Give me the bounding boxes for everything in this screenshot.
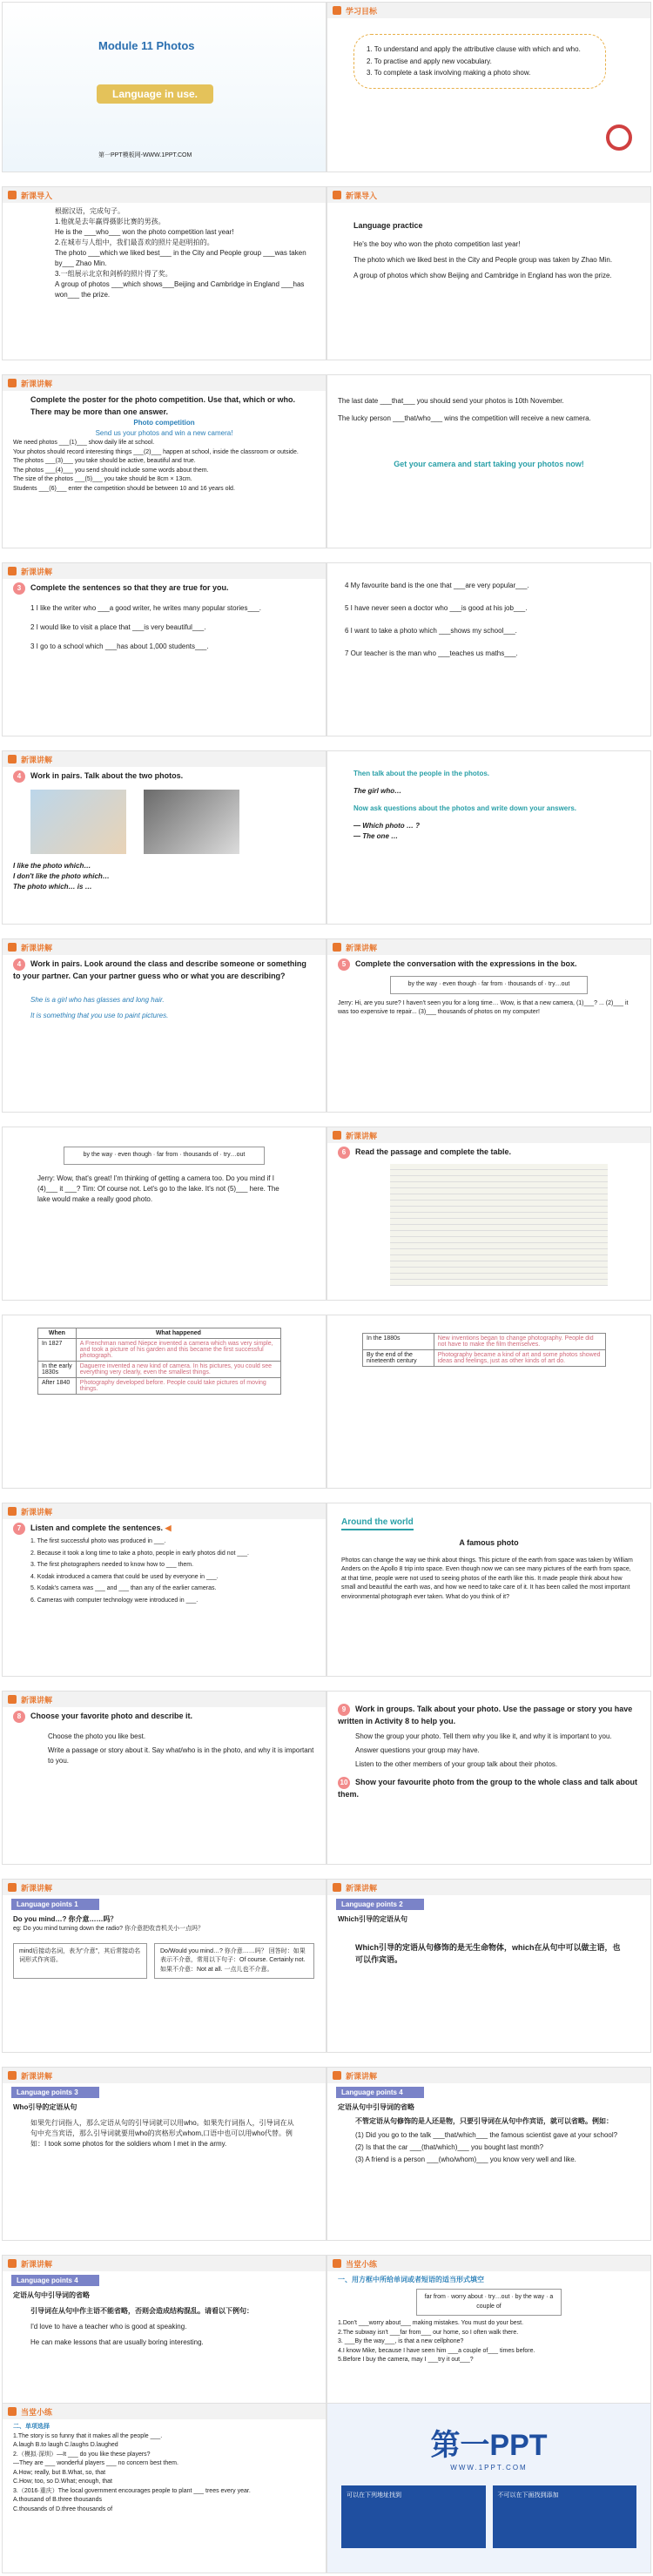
objective-1: 1. To understand and apply the attributive clause with which and who. (367, 45, 581, 53)
objective-2: 2. To practise and apply new vocabulary. (367, 57, 492, 65)
site-label: 第一PPT模板网-WWW.1PPT.COM (98, 152, 192, 158)
header-title: 新课讲解 (346, 943, 378, 952)
history-table (362, 1333, 606, 1367)
points-bar: Language points 2 (336, 1899, 424, 1910)
sentence-item: 4 My favourite band is the one that ___are very popular___. (345, 582, 529, 589)
task-text: Listen and complete the sentences. (30, 1523, 164, 1532)
task-text: 二、单项选择 (13, 2424, 50, 2430)
footer-left (341, 2485, 486, 2548)
table-row: In the 1880s New inventions began to change photography. People did not have to make the film themselves. (363, 1334, 606, 1350)
bullet-item: Write a passage or story about it. Say what/who is in the photo, and why it is important to you. (48, 1746, 314, 1765)
header-icon (8, 379, 17, 387)
table-header: When (38, 1328, 77, 1339)
slide-table-2 (326, 1315, 651, 1489)
objectives-box (353, 34, 606, 89)
task-text: 一、用方框中所给单词或者短语的适当形式填空 (338, 2276, 484, 2283)
slide-title (2, 2, 326, 172)
conversation-text: Jerry: Hi, are you sure? I haven't seen you for a long time… Wow, is that a new camera, (1)___? ... (2)___ it was too expensive to repair... (3)___ thousands of photos on my computer! (338, 999, 629, 1015)
brand-logo: 第一PPT (430, 2429, 548, 2462)
poster-line: The size of the photos ___(5)___ you take should be 8cm × 13cm. (13, 476, 192, 482)
bullet-item: Listen to the other members of your group talk about their photos. (355, 1759, 558, 1768)
listen-item: 2. Because it took a long time to take a photo, people in early photos did not ___. (30, 1550, 250, 1557)
header-title: 新课讲解 (346, 1883, 378, 1893)
example-item: (3) A friend is a person ___(who/whom)___ you know very well and like. (355, 2156, 576, 2163)
poster-line: Students ___(6)___ enter the competition should be between 10 and 16 years old. (13, 485, 235, 492)
header-title: 新课讲解 (21, 1883, 53, 1893)
passage-image (390, 1164, 608, 1286)
header-title: 当堂小练 (21, 2407, 53, 2417)
bullet-item: Show the group your photo. Tell them why you like it, and why it is important to you. (355, 1732, 612, 1740)
slide-conversation (326, 938, 651, 1113)
number-badge: 4 (13, 770, 25, 783)
header-icon (8, 191, 17, 199)
poster-line: The last date ___that___ you should send your photos is 10th November. (338, 397, 564, 405)
slide-listen (2, 1503, 326, 1677)
number-badge: 9 (338, 1704, 350, 1716)
slide-poster-2 (326, 374, 651, 548)
header-icon (8, 1883, 17, 1892)
listen-item: 6. Cameras with computer technology were introduced in ___. (30, 1597, 199, 1604)
intro-line: 根据汉语，完成句子。 (55, 207, 125, 215)
example-item: He can make lessons that are usually boring interesting. (30, 2338, 204, 2346)
sentence-item: 6 I want to take a photo which ___shows my school___. (345, 627, 517, 635)
intro-line: He is the ___who___ won the photo competition last year! (55, 228, 234, 236)
sentence-item: 1 I like the writer who ___a good writer, he writes many popular stories___. (30, 604, 262, 612)
example-item: I'd love to have a teacher who is good at speaking. (30, 2323, 187, 2331)
bullet-item: Choose the photo you like best. (48, 1732, 146, 1740)
listen-item: 3. The first photographers needed to know how to ___ them. (30, 1562, 194, 1568)
task-row (13, 770, 315, 783)
slide-photos (2, 750, 326, 925)
point-text: 引导词在从句中作主语不能省略，否则会造成结构混乱。请看以下例句： (30, 2307, 253, 2315)
history-table (37, 1328, 281, 1395)
instruction: Then talk about the people in the photos. (353, 770, 489, 777)
table-header: What happened (76, 1328, 280, 1339)
slide-sentences (2, 562, 326, 736)
practice-item: He's the boy who won the photo competition last year! (353, 239, 521, 248)
header-icon (333, 6, 341, 15)
bullet-item: Answer questions your group may have. (355, 1745, 480, 1754)
sentence-item: 5 I have never seen a doctor who ___is good at his job___. (345, 604, 528, 612)
question-item: C.thousands of D.three thousands of (13, 2505, 113, 2512)
header-title: 新课讲解 (346, 1131, 378, 1140)
poster-line: The photos ___(4)___ you send should include some words about them. (13, 467, 209, 474)
task-row (338, 958, 640, 971)
slide-lp2 (326, 1879, 651, 2053)
example-item: It is something that you use to paint pictures. (30, 1011, 169, 1019)
passage-title: A famous photo (459, 1538, 519, 1547)
slide-table (2, 1315, 326, 1489)
slide-intro-2 (326, 186, 651, 360)
header-title: 新课讲解 (21, 943, 53, 952)
question-item: A.How; really, but B.What, so, that (13, 2469, 106, 2476)
slide-lp3 (2, 2067, 326, 2241)
task-row (13, 1523, 315, 1535)
point-text: 不管定语从句修饰的是人还是物，只要引导词在从句中作宾语，就可以省略。例如： (355, 2117, 613, 2125)
poster-line: Your photos should record interesting things ___(2)___ happen at school, inside the classroom or outside. (13, 448, 299, 455)
passage-text: Photos can change the way we think about things. This picture of the earth from space was taken by William Anders on the Apollo 8 trip into space. Even though now we can see many pictures of the earth from space, at that time, people were not used to seeing photos of the earth like this. It made people think about how small and beautiful the earth was, and how we need to take care of it. It has been called the most important environmental photograph ever taken. What do you think of it? (341, 1557, 633, 1600)
point-title: Which引导的定语从句 (338, 1915, 407, 1923)
poster-line: The lucky person ___that/who___ wins the competition will receive a new camera. (338, 414, 591, 422)
slide-conversation-2 (2, 1127, 326, 1301)
header-title: 新课讲解 (21, 379, 53, 388)
header-title: 新课导入 (346, 191, 378, 200)
expression-box: by the way · even though · far from · thousands of · try…out (390, 976, 588, 994)
task-text: Complete the conversation with the expressions in the box. (355, 959, 577, 968)
slide-choose (2, 1691, 326, 1865)
slide-passage (326, 1127, 651, 1301)
note-right: Do/Would you mind…? 你介意……吗？ 回答时：如果表示不介意，常用以下句子：Of course. Certainly not. 如果不介意：Not at all. 一点儿也不介意。 (154, 1943, 314, 1980)
table-row: In the early 1830s Daguerre invented a new kind of camera. In his pictures, you could see everything very clearly, even the smallest things. (38, 1362, 281, 1378)
number-badge: 10 (338, 1777, 350, 1789)
header-icon (333, 1883, 341, 1892)
header-icon (8, 943, 17, 952)
poster-line: The photos ___(3)___ you take should be active, beautiful and true. (13, 458, 196, 464)
header-title: 新课讲解 (21, 2071, 53, 2081)
photo-2 (144, 790, 239, 854)
header-icon (8, 1507, 17, 1516)
footer-label: 可以在下列地址找到 (347, 2492, 401, 2499)
header-icon (8, 567, 17, 575)
slide-photos-2 (326, 750, 651, 925)
slide-lp4b (2, 2255, 326, 2411)
number-badge: 4 (13, 958, 25, 971)
header-title: 新课讲解 (21, 1507, 53, 1517)
question-item: 1.The story is so funny that it makes all the people ___. (13, 2432, 163, 2439)
footer-right (493, 2485, 637, 2548)
task-text: Work in pairs. Talk about the two photos. (30, 771, 184, 780)
word-box: far from · worry about · try…out · by the way · a couple of (416, 2289, 562, 2316)
target-icon (606, 124, 632, 151)
question-item: A.thousand of B.three thousands (13, 2497, 102, 2503)
points-bar: Language points 3 (11, 2087, 99, 2098)
header-icon (8, 2259, 17, 2268)
header-icon (8, 755, 17, 763)
header-title: 学习目标 (346, 6, 378, 16)
task-row (13, 582, 315, 595)
header-title: 新课讲解 (21, 567, 53, 576)
point-title: 定语从句中引导词的省略 (338, 2103, 414, 2111)
slide-practice-1 (326, 2255, 651, 2411)
example-item: She is a girl who has glasses and long hair. (30, 995, 165, 1004)
practice-item: The photo which we liked best in the City and People group was taken by Zhao Min. (353, 255, 613, 264)
header-icon (333, 1131, 341, 1140)
question-item: —They are ___ wonderful players ___ no concern best them. (13, 2460, 178, 2466)
intro-line: 3.一组展示北京和剑桥的照片得了奖。 (55, 270, 172, 278)
slide-ending (326, 2403, 651, 2573)
practice-item: A group of photos which show Beijing and Cambridge in England has won the prize. (353, 271, 612, 279)
objective-3: 3. To complete a task involving making a photo show. (367, 69, 531, 77)
practice-item: 1.Don't ___worry about___ making mistakes. You must do your best. (338, 2320, 524, 2326)
slide-sentences-2 (326, 562, 651, 736)
header-title: 新课讲解 (21, 755, 53, 764)
example: eg: Do you mind turning down the radio? 你介意把收音机关小一点吗？ (13, 1926, 205, 1932)
brand-url: WWW.1PPT.COM (450, 2464, 528, 2472)
header-title: 新课讲解 (346, 2071, 378, 2081)
prompt-item: The photo which… is … (13, 883, 92, 891)
header-icon (8, 1695, 17, 1704)
task-row (338, 1777, 640, 1801)
task-text: Read the passage and complete the table. (355, 1147, 512, 1156)
task-row (338, 1704, 640, 1728)
photo-1 (30, 790, 126, 854)
header-icon (333, 943, 341, 952)
point-text: 如果先行词指人，那么定语从句的引导词就可以用who。如果先行词指人，引导词在从句中充当宾语，那么引导词就要用who的宾格形式whom,口语中也可以用who代替。例如：I took some photos for the soldiers whom I met in the army. (30, 2119, 294, 2148)
conversation-text: Jerry: Wow, that's great! I'm thinking of getting a camera too. Do you mind if I (4)___ it ___? Tim: Of course not. Let's go to the lake. It's not (5)___ here. The lake would make a really good photo. (37, 1174, 279, 1203)
header-icon (8, 2407, 17, 2416)
example: — Which photo … ? (353, 822, 420, 830)
point-title: 定语从句中引导词的省略 (13, 2291, 90, 2299)
task-text: Work in groups. Talk about your photo. Use the passage or story you have written in Activity 8 to help you. (338, 1705, 633, 1725)
speaker-icon[interactable]: ◀ (165, 1523, 172, 1532)
header-icon (333, 2071, 341, 2080)
question-item: 2.（模拟·深圳）—It ___ do you like these players? (13, 2451, 151, 2458)
slide-groups (326, 1691, 651, 1865)
expression-box: by the way · even though · far from · thousands of · try…out (64, 1147, 265, 1165)
header-icon (333, 2259, 341, 2268)
slide-lp1 (2, 1879, 326, 2053)
slide-objectives (326, 2, 651, 172)
question-item: A.laugh B.to laugh C.laughs D.laughed (13, 2442, 118, 2448)
listen-item: 5. Kodak's camera was ___ and ___ than any of the earlier cameras. (30, 1585, 217, 1591)
poster-line: We need photos ___(1)___ show daily life at school. (13, 440, 155, 446)
section-tag: Around the world (341, 1516, 414, 1530)
slide-describe (2, 938, 326, 1113)
intro-line: A group of photos ___which shows___Beijing and Cambridge in England ___has won___ the prize. (55, 280, 305, 299)
task-text: Complete the sentences so that they are true for you. (30, 583, 229, 592)
sentence-item: 2 I would like to visit a place that ___is very beautiful___. (30, 623, 206, 631)
note-left: mind后接动名词，表为"介意"，其后常接动名词形式作宾语。 (13, 1943, 147, 1980)
header-icon (333, 191, 341, 199)
point-title: Do you mind…? 你介意……吗？ (13, 1915, 118, 1923)
example: The girl who… (353, 787, 402, 795)
task-text: Choose your favorite photo and describe it. (30, 1712, 193, 1720)
listen-item: 1. The first successful photo was produced in ___. (30, 1538, 166, 1544)
intro-line: 1.他就是去年赢得摄影比赛的男孩。 (55, 218, 165, 225)
practice-item: 3. ___By the way___, is that a new cellphone? (338, 2338, 464, 2344)
slide-lp4 (326, 2067, 651, 2241)
example-item: (1) Did you go to the talk ___that/which___ the famous scientist gave at your school? (355, 2131, 618, 2139)
number-badge: 3 (13, 582, 25, 595)
table-row: By the end of the nineteenth century Photography became a kind of art and some photos showed ideas and feelings, just as other kinds of art do. (363, 1350, 606, 1367)
example-item: (2) Is that the car ___(that/which)___ you bought last month? (355, 2143, 544, 2151)
practice-item: 4.I know Mike, because I have seen him ___a couple of___ times before. (338, 2347, 535, 2354)
point-title: Who引导的定语从句 (13, 2103, 77, 2111)
table-row: After 1840 Photography developed before. People could take pictures of moving things. (38, 1378, 281, 1395)
prompt-item: I don't like the photo which… (13, 872, 110, 880)
subtitle-banner: Language in use. (97, 84, 213, 104)
footer-label: 不可以在下面找到添加 (497, 2492, 559, 2499)
slide-intro-1 (2, 186, 326, 360)
poster-title: Photo competition (133, 419, 195, 427)
practice-item: 5.Before I buy the camera, may I ___try it out___? (338, 2357, 474, 2363)
task-row (13, 1711, 315, 1723)
number-badge: 7 (13, 1523, 25, 1535)
header-title: 新课讲解 (21, 1695, 53, 1705)
point-text: Which引导的定语从句修饰的是无生命物体，which在从句中可以做主语，也可以作宾语。 (355, 1943, 621, 1964)
task-text: Complete the poster for the photo competition. Use that, which or who. There may be more than one answer. (30, 395, 296, 416)
slide-practice-2 (2, 2403, 326, 2573)
header-title: 当堂小练 (346, 2259, 378, 2269)
sentence-item: 3 I go to a school which ___has about 1,000 students___. (30, 642, 209, 650)
prompt-item: I like the photo which… (13, 862, 91, 870)
task-text: Show your favourite photo from the group to the whole class and talk about them. (338, 1777, 638, 1799)
task-text: Work in pairs. Look around the class and describe someone or something to your partner. Can your partner guess who or what you are describing? (13, 959, 306, 980)
points-bar: Language points 1 (11, 1899, 99, 1910)
header-title: 新课讲解 (21, 2259, 53, 2269)
listen-item: 4. Kodak introduced a camera that could be used by everyone in ___. (30, 1573, 219, 1580)
example: — The one … (353, 832, 399, 840)
table-row: In 1827 A Frenchman named Niepce invented a camera which was very simple, and took a picture of his garden and this became the first successful photograph. (38, 1339, 281, 1362)
question-item: C.How; too, so D.What; enough, that (13, 2478, 113, 2485)
points-bar: Language points 4 (11, 2275, 99, 2286)
header-title: 新课导入 (21, 191, 53, 200)
intro-line: 2.在城市与人组中，我们最喜欢的照片是赵明拍的。 (55, 239, 214, 246)
number-badge: 5 (338, 958, 350, 971)
practice-item: 2.The subway isn't ___far from___ our home, so I often walk there. (338, 2329, 519, 2336)
poster-subtitle: Send us your photos and win a new camera! (95, 429, 233, 437)
section-title: Language practice (353, 221, 423, 230)
instruction: Now ask questions about the photos and write down your answers. (353, 804, 577, 812)
points-bar: Language points 4 (336, 2087, 424, 2098)
slide-around-world (326, 1503, 651, 1677)
task-row (338, 1147, 640, 1159)
task-row (13, 958, 315, 983)
poster-slogan: Get your camera and start taking your photos now! (394, 460, 584, 468)
header-icon (8, 2071, 17, 2080)
module-title: Module 11 Photos (98, 39, 195, 52)
number-badge: 8 (13, 1711, 25, 1723)
slide-poster (2, 374, 326, 548)
question-item: 3.（2016·重庆）The local government encourages people to plant ___ trees every year. (13, 2487, 251, 2494)
sentence-item: 7 Our teacher is the man who ___teaches us maths___. (345, 649, 518, 657)
number-badge: 6 (338, 1147, 350, 1159)
intro-line: The photo ___which we liked best___ in the City and People group ___was taken by___ Zhao Min. (55, 249, 306, 267)
